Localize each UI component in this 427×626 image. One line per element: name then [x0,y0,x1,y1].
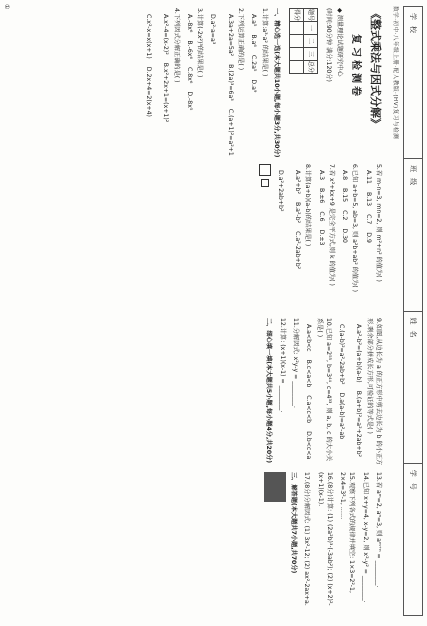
question-text: 17.(8分)分解因式: (1) 3x²-12; (2) ax²-2ax+a. [303,472,311,606]
column-3 [53,318,383,466]
score-row-label: 题号 [303,9,317,22]
options [363,170,372,312]
option-choice[interactable]: A.8 [341,170,349,181]
question [340,164,360,312]
score-col: 总分 [303,61,317,74]
question-text: 14.已知 x+y=4, x-y=2, 则 x²-y² = ________. [361,472,369,603]
option-choice[interactable]: D.b<c<a [305,431,313,460]
options [249,14,258,158]
section-2-heading: 二、细心填一填(本大题共5小题,每小题4分,共20分) [265,318,273,464]
score-col: 一 [303,22,317,35]
figure-square-a [259,164,271,176]
option-choice[interactable]: C.2a⁵ [250,54,258,72]
name-field[interactable]: 姓名 [404,312,422,464]
option-choice[interactable]: C.a<c<b [305,395,313,424]
options [337,324,364,466]
option-choice[interactable]: D.a²+2ab+b² [276,170,284,212]
question [338,472,357,618]
option-choice[interactable]: C.(a-b)²=a²-2ab+b² [338,324,346,385]
student-info-header [403,6,423,616]
option-choice[interactable]: D.30 [341,228,349,243]
question [302,472,311,618]
option-choice[interactable]: A.11 [364,170,372,184]
question [277,318,286,466]
question-list-1 [144,8,269,158]
option-choice[interactable]: D.a(a-b)=a²-ab [338,392,346,440]
question [275,164,312,312]
question-text: 13.若 aᵐ=2, aⁿ=3, 则 aᵐ⁺ⁿ = ________. [375,472,382,588]
square-figure [259,164,271,312]
option-choice[interactable]: D.±3 [317,229,325,246]
exam-meta: (时间:90分钟 满分:120分) [325,8,333,82]
option-choice[interactable]: B.c<a<b [305,359,313,388]
section-1-heading: 一、精心选一选(本大题共10小题,每小题3分,共30分) [272,8,280,158]
question-text: 7.若 x²+kx+9 是完全平方式,则 k 的值为( ) [327,164,335,286]
main-title: 《整式乘法与因式分解》 [369,8,382,129]
score-row-label: 得分 [289,9,303,22]
options [316,170,325,312]
score-cell[interactable] [289,35,303,48]
option-choice[interactable]: D.-8x⁵ [185,91,193,111]
score-col: 二 [303,35,317,48]
question-text: 1.计算:a³·a² 的结果是( ) [260,8,268,77]
question [291,318,300,466]
question-list-4 [302,472,383,618]
question-text: 6.已知 a+b=5, ab=3, 则 a²b+ab² 的值为( ) [351,164,359,293]
question-list-2 [275,164,383,312]
question [249,8,269,158]
option-choice[interactable]: C.6 [317,211,325,222]
question-text: 3.计算(-2x²)³的结果是( ) [196,8,204,78]
option-choice[interactable]: B.a⁶ [250,34,258,47]
question-text: 11.分解因式: x²y-y = ________. [291,318,299,408]
options [304,324,313,466]
question [208,8,245,158]
option-choice[interactable]: D.9 [364,232,372,243]
option-choice[interactable]: A.-8x⁶ [185,14,193,33]
option-choice[interactable]: D.2x+4=2(x+4) [144,66,152,117]
question-text: 4.下列因式分解正确的是( ) [172,8,180,83]
question [316,164,336,312]
option-choice[interactable]: A.a²+b² [293,170,301,194]
question-text: 5.若 m-n=3, mn=2, 则 m²+n² 的值为( ) [375,164,382,282]
title-block [53,8,383,158]
option-choice[interactable]: B.(2a)³=6a³ [226,64,234,101]
option-choice[interactable]: B.15 [341,188,349,203]
score-cell[interactable] [289,22,303,35]
option-choice[interactable]: D.a⁹ [250,79,258,93]
option-choice[interactable]: B.x²+2x+1=(x+1)² [162,62,170,123]
sub-title: 复习检测卷 [350,34,362,99]
question-text: 8.计算(a+b)(a-b)的结果是( ) [304,164,312,247]
option-choice[interactable]: B.13 [364,191,372,207]
question-text: 2.下列运算正确的是( ) [237,8,245,71]
series-label: 数学·初中·八年级上册·配人教版·(HV)复习与检测 [392,6,398,140]
question [304,318,333,466]
question-text: 15.观察下列各式的规律并填空: 1×3=2²-1, 2×4=3²-1, …… [339,472,356,593]
research-center: ◆ 测量理论试题研究中心 [336,8,344,77]
option-choice[interactable]: B.±6 [317,188,325,204]
class-field[interactable]: 班级 [404,159,422,311]
page-number: ① [3,4,10,10]
options [340,170,349,312]
options [208,14,235,158]
question [363,164,383,312]
score-table [289,8,318,74]
option-choice[interactable]: A.a⁵ [250,14,258,27]
option-choice[interactable]: C.(a+1)²=a²+1 [226,108,234,156]
question [374,472,383,618]
option-choice[interactable]: B.-6x⁶ [185,40,193,59]
option-choice[interactable]: A.x²-4=(x-2)² [162,14,170,55]
question [185,8,205,158]
column-2 [53,164,383,312]
option-choice[interactable]: A.a<b<c [305,324,313,352]
option-choice[interactable]: C.2 [341,210,349,221]
options [185,14,194,158]
student-number-field[interactable]: 学号 [409,469,418,496]
options [275,170,302,312]
school-field[interactable]: 学校 [404,7,422,159]
option-choice[interactable]: A.3 [317,170,325,181]
figure-photo [264,472,286,502]
score-col: 三 [303,48,317,61]
question-text: 10.已知 a=2⁵⁵, b=3⁴⁴, c=4³³, 则 a, b, c 的大小关系是( ) [315,318,332,462]
question-list-3 [277,318,383,466]
question [337,318,383,466]
option-choice[interactable]: B.(a+b)²=a²+2ab+b² [355,390,363,458]
option-choice[interactable]: C.8x⁶ [185,66,193,84]
section-3-heading: 三、解答题(本大题共7小题,共70分) [289,472,297,574]
option-choice[interactable]: A.3a+2a=5a² [226,14,234,57]
option-choice[interactable]: B.a²-b² [293,201,301,224]
question-text: 9.如图,从边长为 a 的正方形中剪去边长为 b 的小正方形,剩余部分拼成长方形,可验证的等式是( ) [365,318,382,466]
score-cell[interactable] [289,61,303,74]
question [315,472,334,618]
option-choice[interactable]: C.x²-x=x(x+1) [144,14,152,59]
option-choice[interactable]: C.7 [364,214,372,225]
figure-square-b [261,179,269,187]
options [144,14,171,158]
option-choice[interactable]: A.a²-b²=(a+b)(a-b) [355,324,363,383]
option-choice[interactable]: D.a²·a=a³ [209,14,217,45]
question [144,8,181,158]
question-text: 12.计算: (x+1)(x-1) = ________. [278,318,286,413]
column-4 [53,472,383,618]
question [360,472,369,618]
option-choice[interactable]: C.a²-2ab+b² [293,231,301,270]
score-cell[interactable] [289,48,303,61]
question-text: 16.(8分)计算: (1) (2a²b)³·(-3ab²); (2) (x+2)²-(x+1)(x-1). [316,472,333,606]
